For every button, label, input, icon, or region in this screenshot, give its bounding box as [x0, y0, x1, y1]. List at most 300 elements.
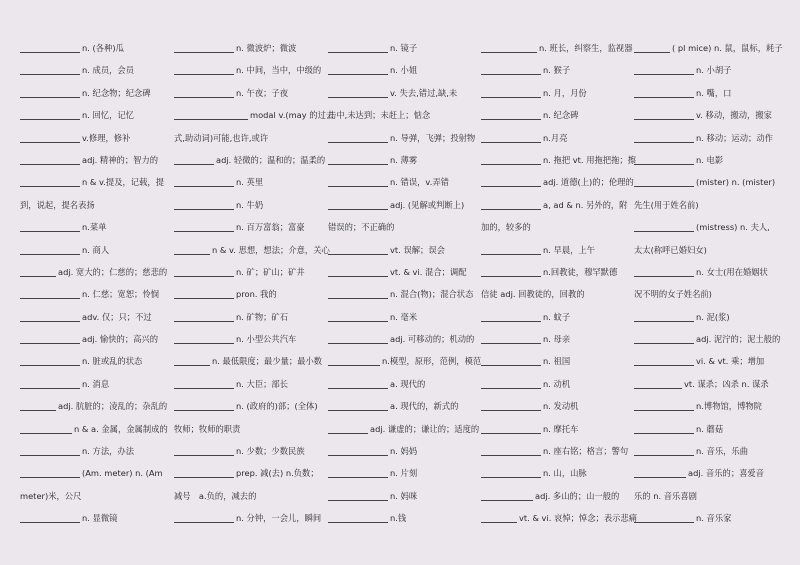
definition-text: 况不明的女子姓名前)	[634, 289, 712, 300]
definition-text: n. 少数；少数民族	[236, 446, 305, 457]
answer-blank	[634, 399, 694, 411]
definition-text: n. 蘑菇	[696, 423, 724, 434]
vocab-line	[328, 150, 474, 172]
definition-text: 式,助动词)可能,也许,或许	[174, 132, 269, 143]
vocab-line	[481, 284, 629, 306]
answer-blank	[20, 354, 80, 366]
vocab-line	[20, 240, 166, 262]
answer-blank	[328, 41, 388, 53]
vocab-line	[634, 262, 782, 284]
vocab-line	[481, 374, 629, 396]
answer-blank	[20, 511, 80, 523]
definition-text: n. 英里	[236, 177, 264, 188]
definition-text: adj. 肮脏的；凌乱的；杂乱的	[58, 401, 168, 412]
answer-blank	[634, 377, 682, 389]
answer-blank	[481, 265, 541, 277]
definition-text: n. 小姐	[390, 65, 418, 76]
vocab-line	[20, 396, 166, 418]
answer-blank	[634, 310, 694, 322]
answer-blank	[481, 444, 541, 456]
definition-text: n. 座右铭；格言；警句	[543, 446, 629, 457]
definition-text: n. 小型公共汽车	[236, 334, 297, 345]
definition-text: n. 分钟，一会儿，瞬间	[236, 513, 322, 524]
definition-text: n. 百万富翁；富豪	[236, 222, 305, 233]
answer-blank	[20, 444, 80, 456]
definition-text: n. 发动机	[543, 401, 579, 412]
vocab-line	[174, 351, 322, 373]
definition-text: n. 猴子	[543, 65, 571, 76]
definition-text: n. 午夜；子夜	[236, 87, 289, 98]
definition-text: n. 中间，当中，中级的	[236, 65, 322, 76]
vocab-line	[174, 486, 322, 508]
vocab-line	[481, 128, 629, 150]
answer-blank	[481, 243, 541, 255]
answer-blank	[634, 466, 686, 478]
answer-blank	[20, 63, 80, 75]
definition-text: v. 移动，搬动，搬家	[696, 110, 772, 121]
definition-text: n. 祖国	[543, 356, 571, 367]
definition-text: pron. 我的	[236, 289, 277, 300]
vocab-line	[174, 284, 322, 306]
answer-blank	[20, 41, 80, 53]
definition-text: n. 动机	[543, 378, 571, 389]
definition-text: (mistress) n. 夫人,	[696, 222, 770, 233]
answer-blank	[481, 41, 537, 53]
answer-blank	[481, 354, 541, 366]
vocab-line	[328, 396, 474, 418]
vocab-line	[328, 441, 474, 463]
vocab-line	[174, 105, 335, 127]
answer-blank	[481, 511, 517, 523]
vocab-line	[481, 38, 633, 60]
answer-blank	[174, 153, 214, 165]
vocab-line	[634, 217, 782, 239]
vocab-line	[634, 150, 782, 172]
answer-blank	[481, 86, 541, 98]
vocab-line	[328, 128, 474, 150]
definition-text: n. 导弹，飞弹；投射物	[390, 132, 476, 143]
vocab-line	[20, 351, 166, 373]
vocab-line	[328, 262, 474, 284]
definition-text: n. 成员，会员	[82, 65, 135, 76]
definition-text: 乐的 n. 音乐喜剧	[634, 490, 697, 501]
definition-text: n. 音乐家	[696, 513, 732, 524]
answer-blank	[481, 310, 541, 322]
vocab-line	[481, 262, 629, 284]
definition-text: n. 山，山脉	[543, 468, 587, 479]
definition-text: n. 拖把 vt. 用拖把拖；擦	[543, 154, 636, 165]
answer-blank	[174, 265, 234, 277]
definition-text: (mister) n. (mister)	[696, 177, 776, 188]
definition-text: n. 矿物；矿石	[236, 311, 289, 322]
definition-text: n. 班长，纠察生，监视器	[539, 43, 633, 53]
vocab-line	[481, 83, 629, 105]
answer-blank	[481, 63, 541, 75]
vocab-line	[634, 284, 782, 306]
vocab-line	[20, 150, 166, 172]
vocab-line	[20, 374, 166, 396]
answer-blank	[20, 243, 80, 255]
answer-blank	[20, 466, 80, 478]
answer-blank	[174, 41, 234, 53]
definition-text: n. 仁慈；宽恕；怜悯	[82, 289, 159, 300]
answer-blank	[634, 108, 694, 120]
vocab-line	[20, 83, 166, 105]
definition-text: 太太(称呼已婚妇女)	[634, 244, 707, 255]
column-1	[20, 38, 166, 531]
vocab-line	[328, 419, 480, 441]
vocab-line	[634, 441, 782, 463]
answer-blank	[174, 175, 234, 187]
definition-text: a, ad & n. 另外的，附	[543, 199, 628, 210]
definition-text: n. 纪念物；纪念碑	[82, 87, 151, 98]
vocab-line	[174, 150, 326, 172]
answer-blank	[328, 153, 388, 165]
answer-blank	[634, 41, 670, 53]
vocab-line	[481, 60, 629, 82]
vocab-line	[20, 307, 166, 329]
definition-text: adj. 可移动的；机动的	[390, 334, 475, 345]
vocab-line	[20, 172, 166, 194]
vocab-line	[174, 419, 322, 441]
definition-text: n. 大臣；部长	[236, 378, 289, 389]
definition-text: n. 嘴，口	[696, 87, 732, 98]
vocab-line	[481, 441, 629, 463]
vocab-line	[634, 374, 782, 396]
answer-blank	[634, 153, 694, 165]
definition-text: adj. (见解或判断上)	[390, 199, 465, 210]
vocab-line	[328, 307, 474, 329]
vocab-line	[634, 60, 782, 82]
answer-blank	[328, 131, 388, 143]
answer-blank	[174, 198, 234, 210]
vocab-line	[174, 128, 322, 150]
definition-text: vt. 误解；误会	[390, 244, 445, 255]
vocab-line	[328, 217, 474, 239]
definition-text: n. 妈妈	[390, 446, 418, 457]
vocab-line	[328, 83, 474, 105]
vocab-line	[634, 307, 782, 329]
answer-blank	[328, 466, 388, 478]
vocab-line	[328, 195, 474, 217]
definition-text: n. 脏或乱的状态	[82, 356, 143, 367]
answer-blank	[328, 377, 388, 389]
answer-blank	[481, 399, 541, 411]
definition-text: adj. 宽大的；仁慈的；慈悲的	[58, 266, 168, 277]
answer-blank	[328, 354, 380, 366]
answer-blank	[20, 332, 80, 344]
answer-blank	[328, 86, 388, 98]
definition-text: v.修理，修补	[82, 132, 131, 143]
answer-blank	[174, 243, 210, 255]
vocab-line	[634, 195, 782, 217]
answer-blank	[481, 332, 541, 344]
vocab-line	[328, 351, 482, 373]
answer-blank	[174, 220, 234, 232]
vocab-line	[481, 150, 636, 172]
definition-text: n. 镜子	[390, 43, 418, 53]
definition-text: 加的，较多的	[481, 222, 531, 233]
answer-blank	[634, 220, 694, 232]
answer-blank	[481, 108, 541, 120]
vocab-line	[20, 508, 166, 530]
definition-text: v. 失去,错过,缺,未	[390, 87, 458, 98]
vocab-line	[634, 351, 782, 373]
answer-blank	[174, 444, 234, 456]
definition-text: meter)米，公尺	[20, 490, 82, 501]
vocab-line	[481, 463, 629, 485]
vocab-line	[328, 374, 474, 396]
answer-blank	[20, 153, 80, 165]
definition-text: n. 消息	[82, 378, 110, 389]
definition-text: vt. 谋杀；凶杀 n. 谋杀	[684, 378, 769, 389]
answer-blank	[328, 265, 388, 277]
vocab-line	[174, 508, 322, 530]
definition-text: n. 混合(物)；混合状态	[390, 289, 474, 300]
answer-blank	[634, 354, 694, 366]
vocab-line	[174, 240, 330, 262]
definition-text: n. 显微镜	[82, 513, 118, 524]
vocab-line	[20, 441, 166, 463]
vocab-line	[174, 396, 322, 418]
vocab-line	[634, 508, 782, 530]
answer-blank	[481, 175, 541, 187]
definition-text: n. (政府的)部；(全体)	[236, 401, 318, 412]
definition-text: n. 错误，v.弄错	[390, 177, 449, 188]
definition-text: n. 摩托车	[543, 423, 579, 434]
definition-text: n. 女士(用在婚姻状	[696, 266, 768, 277]
answer-blank	[328, 489, 388, 501]
vocab-line	[634, 83, 782, 105]
vocab-line	[174, 38, 322, 60]
definition-text: n & v. 思想，想法；介意，关心	[212, 244, 330, 255]
definition-text: ( pl mice) n. 鼠，鼠标，耗子	[672, 43, 783, 53]
answer-blank	[174, 108, 248, 120]
column-4	[481, 38, 638, 531]
definition-text: modal v.(may 的过去	[250, 110, 335, 121]
answer-blank	[328, 399, 388, 411]
definition-text: n. 电影	[696, 154, 724, 165]
definition-text: vt. & vi. 哀悼；悼念；表示悲痛	[519, 513, 638, 524]
vocab-line	[328, 508, 474, 530]
answer-blank	[174, 466, 234, 478]
definition-text: (Am. meter) n. (Am	[82, 468, 163, 479]
vocab-line	[174, 195, 322, 217]
answer-blank	[174, 86, 234, 98]
vocab-line	[328, 240, 474, 262]
answer-blank	[174, 63, 234, 75]
answer-blank	[481, 198, 541, 210]
column-3	[328, 38, 482, 531]
answer-blank	[328, 332, 388, 344]
vocab-line	[481, 508, 638, 530]
answer-blank	[20, 399, 56, 411]
vocab-line	[328, 486, 474, 508]
definition-text: n. 薄雾	[390, 154, 418, 165]
vocab-line	[634, 128, 782, 150]
answer-blank	[174, 511, 234, 523]
answer-blank	[174, 354, 210, 366]
answer-blank	[634, 86, 694, 98]
answer-blank	[174, 399, 234, 411]
answer-blank	[634, 332, 694, 344]
vocab-line	[328, 172, 474, 194]
definition-text: prep. 减(去) n.负数；	[236, 468, 319, 479]
vocab-line	[174, 262, 322, 284]
definition-text: 牧师；牧师的职责	[174, 423, 241, 434]
vocab-line	[481, 172, 634, 194]
vocab-line	[20, 217, 166, 239]
answer-blank	[328, 198, 388, 210]
definition-text: n. 月，月份	[543, 87, 587, 98]
definition-text: n & v.提及，记载，提	[82, 177, 164, 188]
definition-text: adj. 多山的；山一般的	[535, 490, 620, 501]
vocab-line	[481, 105, 629, 127]
answer-blank	[481, 422, 541, 434]
definition-text: n.博物馆，博物院	[696, 401, 762, 412]
vocab-line	[328, 38, 474, 60]
vocab-line	[634, 172, 782, 194]
answer-blank	[634, 131, 694, 143]
definition-text: adj. 泥泞的；泥土般的	[696, 334, 781, 345]
vocab-line	[174, 463, 322, 485]
definition-text: n. 商人	[82, 244, 110, 255]
definition-text: n. 微波炉；微波	[236, 43, 297, 53]
definition-text: 错误的；不正确的	[328, 222, 395, 233]
vocab-line	[20, 38, 166, 60]
vocab-line	[20, 105, 166, 127]
answer-blank	[481, 489, 533, 501]
answer-blank	[20, 310, 80, 322]
definition-text: n. 早晨，上午	[543, 244, 596, 255]
definition-text: n.钱	[390, 513, 407, 524]
definition-text: adj. 谦虚的；谦让的；适度的	[370, 423, 480, 434]
definition-text: vi. & vt. 乘；增加	[696, 356, 765, 367]
definition-text: n. 毫米	[390, 311, 418, 322]
answer-blank	[328, 243, 388, 255]
answer-blank	[634, 444, 694, 456]
vocab-line	[328, 463, 474, 485]
vocab-line	[634, 463, 782, 485]
answer-blank	[481, 131, 541, 143]
vocab-line	[174, 172, 322, 194]
vocab-line	[174, 217, 322, 239]
vocab-line	[634, 419, 782, 441]
vocab-line	[634, 329, 782, 351]
definition-text: n. 片刻	[390, 468, 418, 479]
answer-blank	[328, 511, 388, 523]
vocab-line	[481, 217, 629, 239]
definition-text: 信徒 adj. 回教徒的，回教的	[481, 289, 585, 300]
answer-blank	[634, 63, 694, 75]
definition-text: n.月亮	[543, 132, 568, 143]
vocab-line	[328, 284, 474, 306]
answer-blank	[20, 265, 56, 277]
answer-blank	[328, 444, 388, 456]
answer-blank	[174, 287, 234, 299]
vocab-line	[20, 60, 166, 82]
definition-text: n. 矿；矿山；矿井	[236, 266, 305, 277]
answer-blank	[174, 310, 234, 322]
vocab-line	[481, 307, 629, 329]
vocab-line	[20, 284, 166, 306]
vocab-line	[20, 195, 166, 217]
definition-text: adj. 道德(上)的；伦理的	[543, 177, 634, 188]
answer-blank	[634, 511, 694, 523]
vocab-line	[20, 329, 166, 351]
definition-text: adj. 精神的；智力的	[82, 154, 159, 165]
definition-text: adj. 愉快的；高兴的	[82, 334, 159, 345]
definition-text: n.菜单	[82, 222, 107, 233]
definition-text: n. 牛奶	[236, 199, 264, 210]
vocab-line	[20, 128, 166, 150]
definition-text: n. 母亲	[543, 334, 571, 345]
answer-blank	[20, 175, 80, 187]
definition-text: a. 现代的	[390, 378, 426, 389]
definition-text: n. (各种)瓜	[82, 43, 124, 53]
answer-blank	[328, 422, 368, 434]
vocab-line	[20, 262, 166, 284]
definition-text: n. 蚊子	[543, 311, 571, 322]
vocab-line	[174, 60, 322, 82]
definition-text: n. 音乐，乐曲	[696, 446, 749, 457]
vocab-line	[174, 329, 322, 351]
answer-blank	[20, 422, 72, 434]
definition-text: 到，说起，提名表扬	[20, 199, 95, 210]
answer-blank	[20, 108, 80, 120]
vocab-line	[634, 396, 782, 418]
answer-blank	[481, 153, 541, 165]
answer-blank	[328, 63, 388, 75]
answer-blank	[20, 86, 80, 98]
vocab-line	[481, 195, 629, 217]
answer-blank	[634, 175, 694, 187]
definition-text: n. 回忆，记忆	[82, 110, 135, 121]
vocab-line	[481, 396, 629, 418]
answer-blank	[634, 265, 694, 277]
definition-text: n. 最低限度；最少量；最小数	[212, 356, 323, 367]
vocab-line	[174, 83, 322, 105]
vocab-line	[634, 240, 782, 262]
answer-blank	[481, 466, 541, 478]
answer-blank	[20, 220, 80, 232]
vocab-line	[174, 441, 322, 463]
definition-text: 击中,未达到；未赶上；惦念	[328, 110, 431, 121]
definition-text: 先生(用于姓名前)	[634, 199, 699, 210]
definition-text: adj. 轻微的；温和的；温柔的	[216, 154, 326, 165]
answer-blank	[328, 175, 388, 187]
answer-blank	[634, 422, 694, 434]
vocab-line	[634, 486, 782, 508]
vocab-line	[20, 419, 166, 441]
definition-text: n. 泥(浆)	[696, 311, 730, 322]
answer-blank	[20, 377, 80, 389]
vocab-line	[481, 351, 629, 373]
vocab-line	[20, 486, 166, 508]
vocab-line	[481, 329, 629, 351]
definition-text: a. 现代的，新式的	[390, 401, 459, 412]
definition-text: n. 小胡子	[696, 65, 732, 76]
definition-text: adv. 仅；只；不过	[82, 311, 152, 322]
column-5	[634, 38, 782, 531]
answer-blank	[20, 131, 80, 143]
vocab-line	[20, 463, 166, 485]
definition-text: 减号 a.负的，减去的	[174, 490, 257, 501]
definition-text: n. 方法，办法	[82, 446, 135, 457]
definition-text: n.模型，原形，范例，模范	[382, 356, 482, 367]
vocab-line	[634, 105, 782, 127]
definition-text: n. 妈咪	[390, 490, 418, 501]
